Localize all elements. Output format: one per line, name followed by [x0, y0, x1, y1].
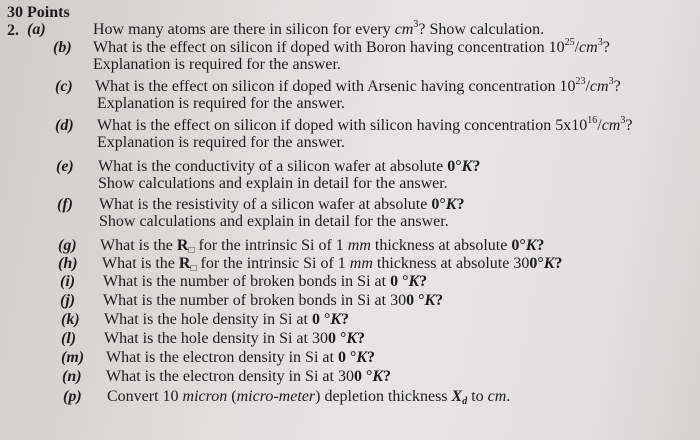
question-text-continuation: Explanation is required for the answer. [97, 95, 345, 112]
item-label: (c) [55, 78, 73, 95]
item-label: (i) [60, 273, 76, 290]
question-text: What is the conductivity of a silicon wafer at absolute 0°K? [98, 158, 481, 175]
question-number: 2. [7, 22, 19, 39]
question-text: How many atoms are there in silicon for every $cm^3$? Show calculation. [93, 19, 545, 38]
question-text-continuation: Explanation is required for the answer. [97, 134, 345, 151]
question-text: What is the hole density in Si at 300 °K? [104, 330, 366, 347]
item-label: (g) [58, 237, 77, 254]
points-header: 30 Points [7, 4, 70, 21]
question-text-continuation: Show calculations and explain in detail for the answer. [98, 175, 448, 192]
question-text: What is the electron density in Si at 300 °K? [106, 368, 392, 385]
item-label: (f) [57, 196, 73, 213]
question-text: What is the $R_□$ for the intrinsic Si of 1 mm thickness at absolute 0°K? [100, 237, 545, 256]
item-label: (k) [61, 311, 80, 328]
item-label: (h) [58, 255, 78, 272]
question-text: What is the resistivity of a silicon wafer at absolute 0°K? [99, 196, 465, 213]
item-label: (d) [55, 117, 74, 134]
question-text-continuation: Explanation is required for the answer. [93, 56, 341, 73]
item-label: (m) [61, 349, 85, 366]
question-text: What is the effect on silicon if doped with Arsenic having concentration $10^{23}/cm^3$? [95, 76, 621, 95]
question-text: What is the $R_□$ for the intrinsic Si of 1 mm thickness at absolute 300°K? [102, 255, 563, 274]
item-label: (b) [53, 39, 72, 56]
item-label: (j) [60, 292, 76, 309]
question-text: What is the hole density in Si at 0 °K? [104, 311, 350, 328]
question-text: What is the number of broken bonds in Si at 300 °K? [103, 292, 444, 309]
question-text: What is the electron density in Si at 0 °K? [106, 349, 376, 366]
question-text-continuation: Show calculations and explain in detail for the answer. [99, 213, 449, 230]
question-text: Convert 10 micron (micro-meter) depletion thickness $X_d$ to cm. [107, 388, 511, 407]
question-text: What is the effect on silicon if doped with silicon having concentration $5x10^{16}/cm^3$? [97, 115, 633, 134]
item-label: (a) [27, 21, 46, 38]
item-label: (p) [63, 388, 82, 405]
question-text: What is the effect on silicon if doped with Boron having concentration $10^{25}/cm^3$? [93, 37, 610, 56]
question-text: What is the number of broken bonds in Si at 0 °K? [103, 273, 428, 290]
item-label: (l) [61, 330, 77, 347]
item-label: (n) [62, 368, 82, 385]
item-label: (e) [56, 158, 74, 175]
